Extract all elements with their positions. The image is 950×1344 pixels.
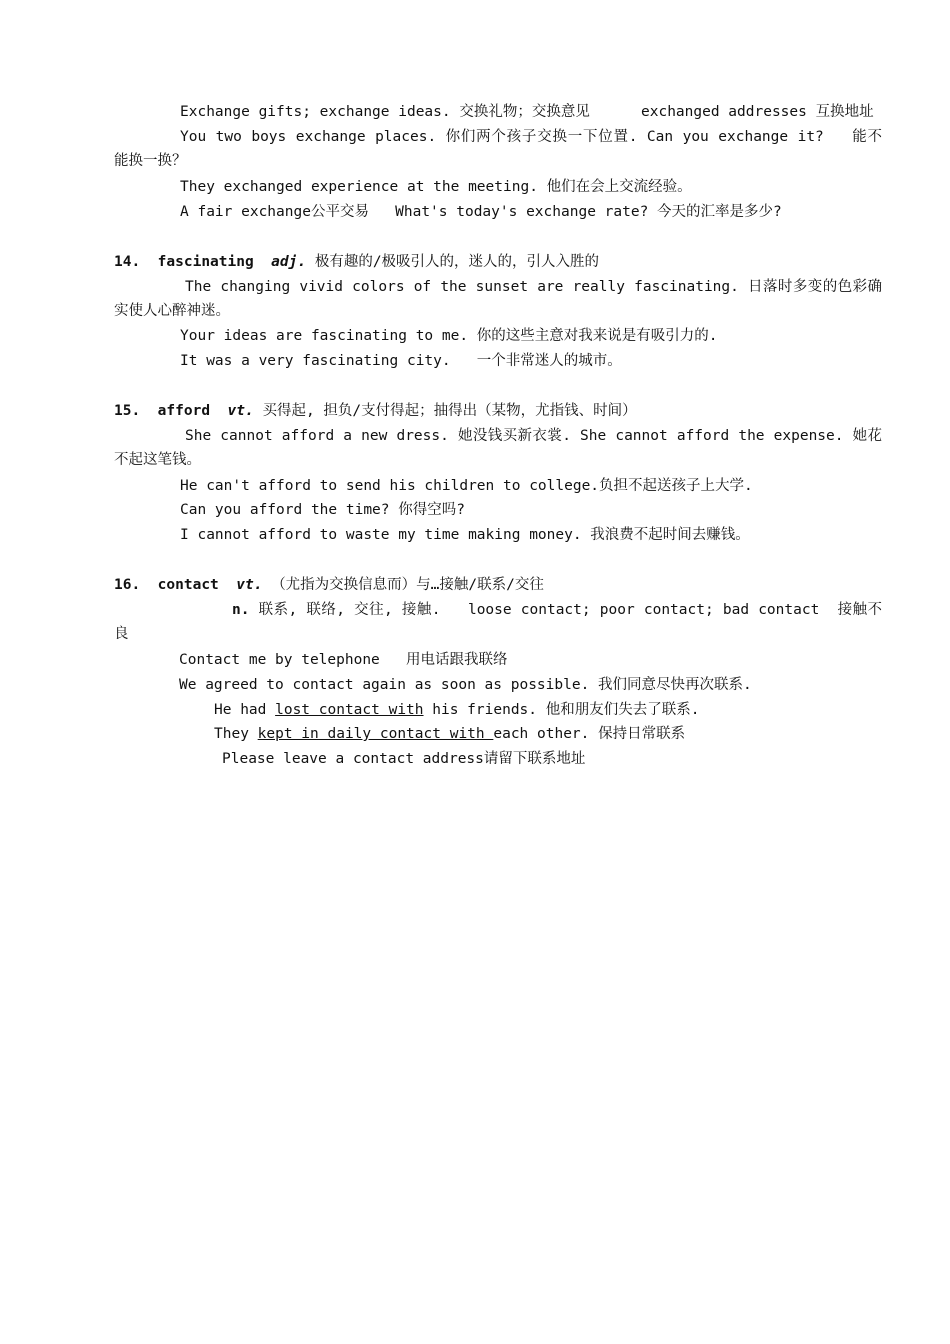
entry-word: fascinating	[157, 254, 254, 270]
entry-word: contact	[157, 577, 219, 593]
exchange-example-3: They exchanged experience at the meeting. 他们在会上交流经验。	[180, 179, 692, 195]
example-text: He had	[214, 702, 276, 718]
entry-16-heading	[114, 575, 544, 595]
entry-16-example-3	[214, 700, 699, 720]
entry-16-noun-meaning	[232, 600, 882, 620]
entry-16-example-1: Contact me by telephone 用电话跟我联络	[179, 652, 508, 668]
entry-15-example-2: He can't afford to send his children to college.负担不起送孩子上大学.	[180, 478, 753, 494]
example-text: his friends. 他和朋友们失去了联系.	[423, 702, 700, 718]
part-of-speech: vt.	[236, 577, 263, 593]
exchange-example-4: A fair exchange公平交易 What's today's exchange rate? 今天的汇率是多少?	[180, 204, 782, 220]
entry-15-example-1-wrap: 不起这笔钱。	[114, 452, 201, 468]
exchange-example-1a: Exchange gifts; exchange ideas. 交换礼物；交换意见	[180, 104, 590, 120]
entry-number: 16.	[114, 577, 141, 593]
underlined-phrase: kept in daily contact with	[257, 726, 494, 742]
entry-16-noun-meaning-wrap: 良	[114, 626, 129, 642]
entry-number: 15.	[114, 403, 141, 419]
entry-number: 14.	[114, 254, 141, 270]
entry-meaning: （尤指为交换信息而）与…接触/联系/交往	[271, 577, 544, 593]
entry-15-heading	[114, 401, 637, 421]
entry-14-example-1: The changing vivid colors of the sunset are really fascinating. 日落时多变的色彩确	[185, 279, 882, 295]
entry-16-example-5: Please leave a contact address请留下联系地址	[222, 751, 586, 767]
entry-14-example-3: It was a very fascinating city. 一个非常迷人的城市。	[180, 353, 622, 369]
part-of-speech: adj.	[271, 254, 307, 270]
exchange-example-1b: exchanged addresses 互换地址	[641, 104, 874, 120]
underlined-phrase: lost contact with	[275, 702, 424, 718]
example-text: They	[214, 726, 258, 742]
entry-16-example-2: We agreed to contact again as soon as possible. 我们同意尽快再次联系.	[179, 677, 752, 693]
entry-15-example-1: She cannot afford a new dress. 她没钱买新衣裳. She cannot afford the expense. 她花	[185, 428, 882, 444]
entry-meaning: 极有趣的/极吸引人的，迷人的，引人入胜的	[314, 254, 600, 270]
noun-meaning: 联系, 联络, 交往, 接触. loose contact; poor contact; bad contact 接触不	[258, 602, 882, 618]
exchange-example-2: You two boys exchange places. 你们两个孩子交换一下位置. Can you exchange it? 能不	[180, 129, 882, 145]
exchange-example-2-wrap: 能换一换？	[114, 153, 187, 169]
example-text: each other. 保持日常联系	[493, 726, 686, 742]
entry-meaning: 买得起, 担负/支付得起；抽得出（某物，尤指钱、时间）	[262, 403, 637, 419]
entry-14-heading	[114, 252, 599, 272]
entry-word: afford	[157, 403, 211, 419]
part-of-speech-noun: n.	[232, 602, 250, 618]
entry-14-example-2: Your ideas are fascinating to me. 你的这些主意对我来说是有吸引力的.	[180, 328, 718, 344]
entry-15-example-4: I cannot afford to waste my time making money. 我浪费不起时间去赚钱。	[180, 527, 750, 543]
part-of-speech: vt.	[227, 403, 254, 419]
entry-16-example-4	[214, 724, 685, 744]
entry-15-example-3: Can you afford the time? 你得空吗?	[180, 502, 465, 518]
entry-14-example-1-wrap: 实使人心醉神迷。	[114, 303, 230, 319]
